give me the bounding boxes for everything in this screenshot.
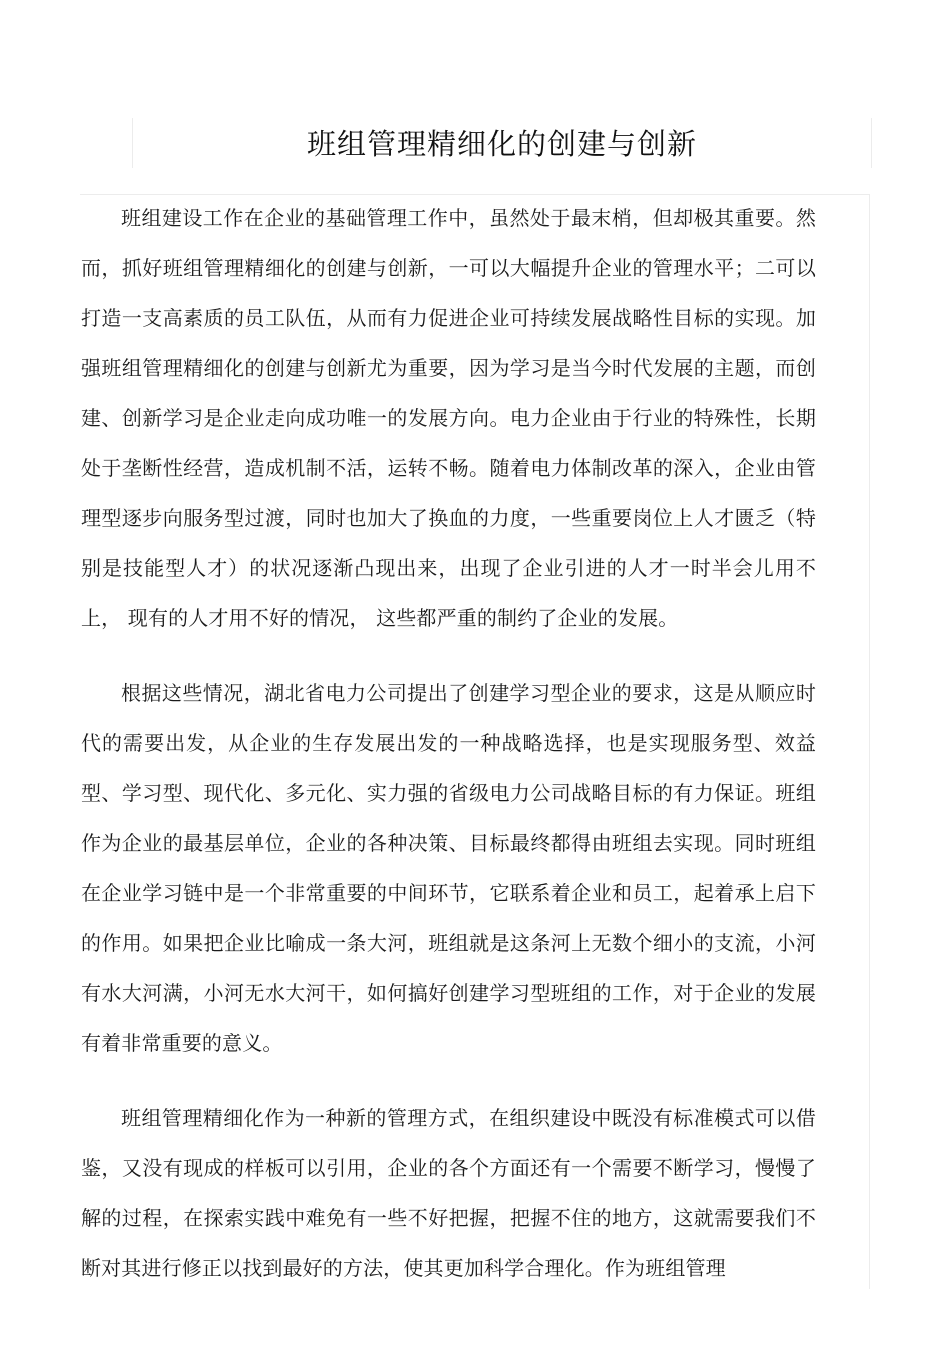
paragraph-3: 班组管理精细化作为一种新的管理方式，在组织建设中既没有标准模式可以借鉴，又没有现成的样板可以引用，企业的各个方面还有一个需要不断学习，慢慢了解的过程，在探索实践中难免有一些不好把握，把握不住的地方，这就需要我们不断对其进行修正以找到最好的方法，使其更加科学合理化。作为班组管理 <box>81 1106 816 1280</box>
document-title: 班组管理精细化的创建与创新 <box>306 127 697 161</box>
right-margin-rule <box>869 194 870 1289</box>
paragraph-1: 班组建设工作在企业的基础管理工作中，虽然处于最末梢，但却极其重要。然而，抓好班组管理精细化的创建与创新，一可以大幅提升企业的管理水平；二可以打造一支高素质的员工队伍，从而有力促进企业可持续发展战略性目标的实现。加强班组管理精细化的创建与创新尤为重要，因为学习是当今时代发展的主题，而创建、创新学习是企业走向成功唯一的发展方向。电力企业由于行业的特殊性，长期处于垄断性经营，造成机制不活，运转不畅。随着电力体制改革的深入，企业由管理型逐步向服务型过渡，同时也加大了换血的力度，一些重要岗位上人才匮乏（特别是技能型人才）的状况逐渐凸现出来，出现了企业引进的人才一时半会儿用不上， 现有的人才用不好的情况， 这些都严重的制约了企业的发展。 <box>81 206 816 630</box>
title-box <box>132 118 872 168</box>
document-body <box>81 193 816 1318</box>
paragraph-2: 根据这些情况，湖北省电力公司提出了创建学习型企业的要求，这是从顺应时代的需要出发，从企业的生存发展出发的一种战略选择，也是实现服务型、效益型、学习型、现代化、多元化、实力强的省级电力公司战略目标的有力保证。班组作为企业的最基层单位，企业的各种决策、目标最终都得由班组去实现。同时班组在企业学习链中是一个非常重要的中间环节，它联系着企业和员工，起着承上启下的作用。如果把企业比喻成一条大河，班组就是这条河上无数个细小的支流，小河有水大河满，小河无水大河干，如何搞好创建学习型班组的工作，对于企业的发展有着非常重要的意义。 <box>81 681 816 1055</box>
